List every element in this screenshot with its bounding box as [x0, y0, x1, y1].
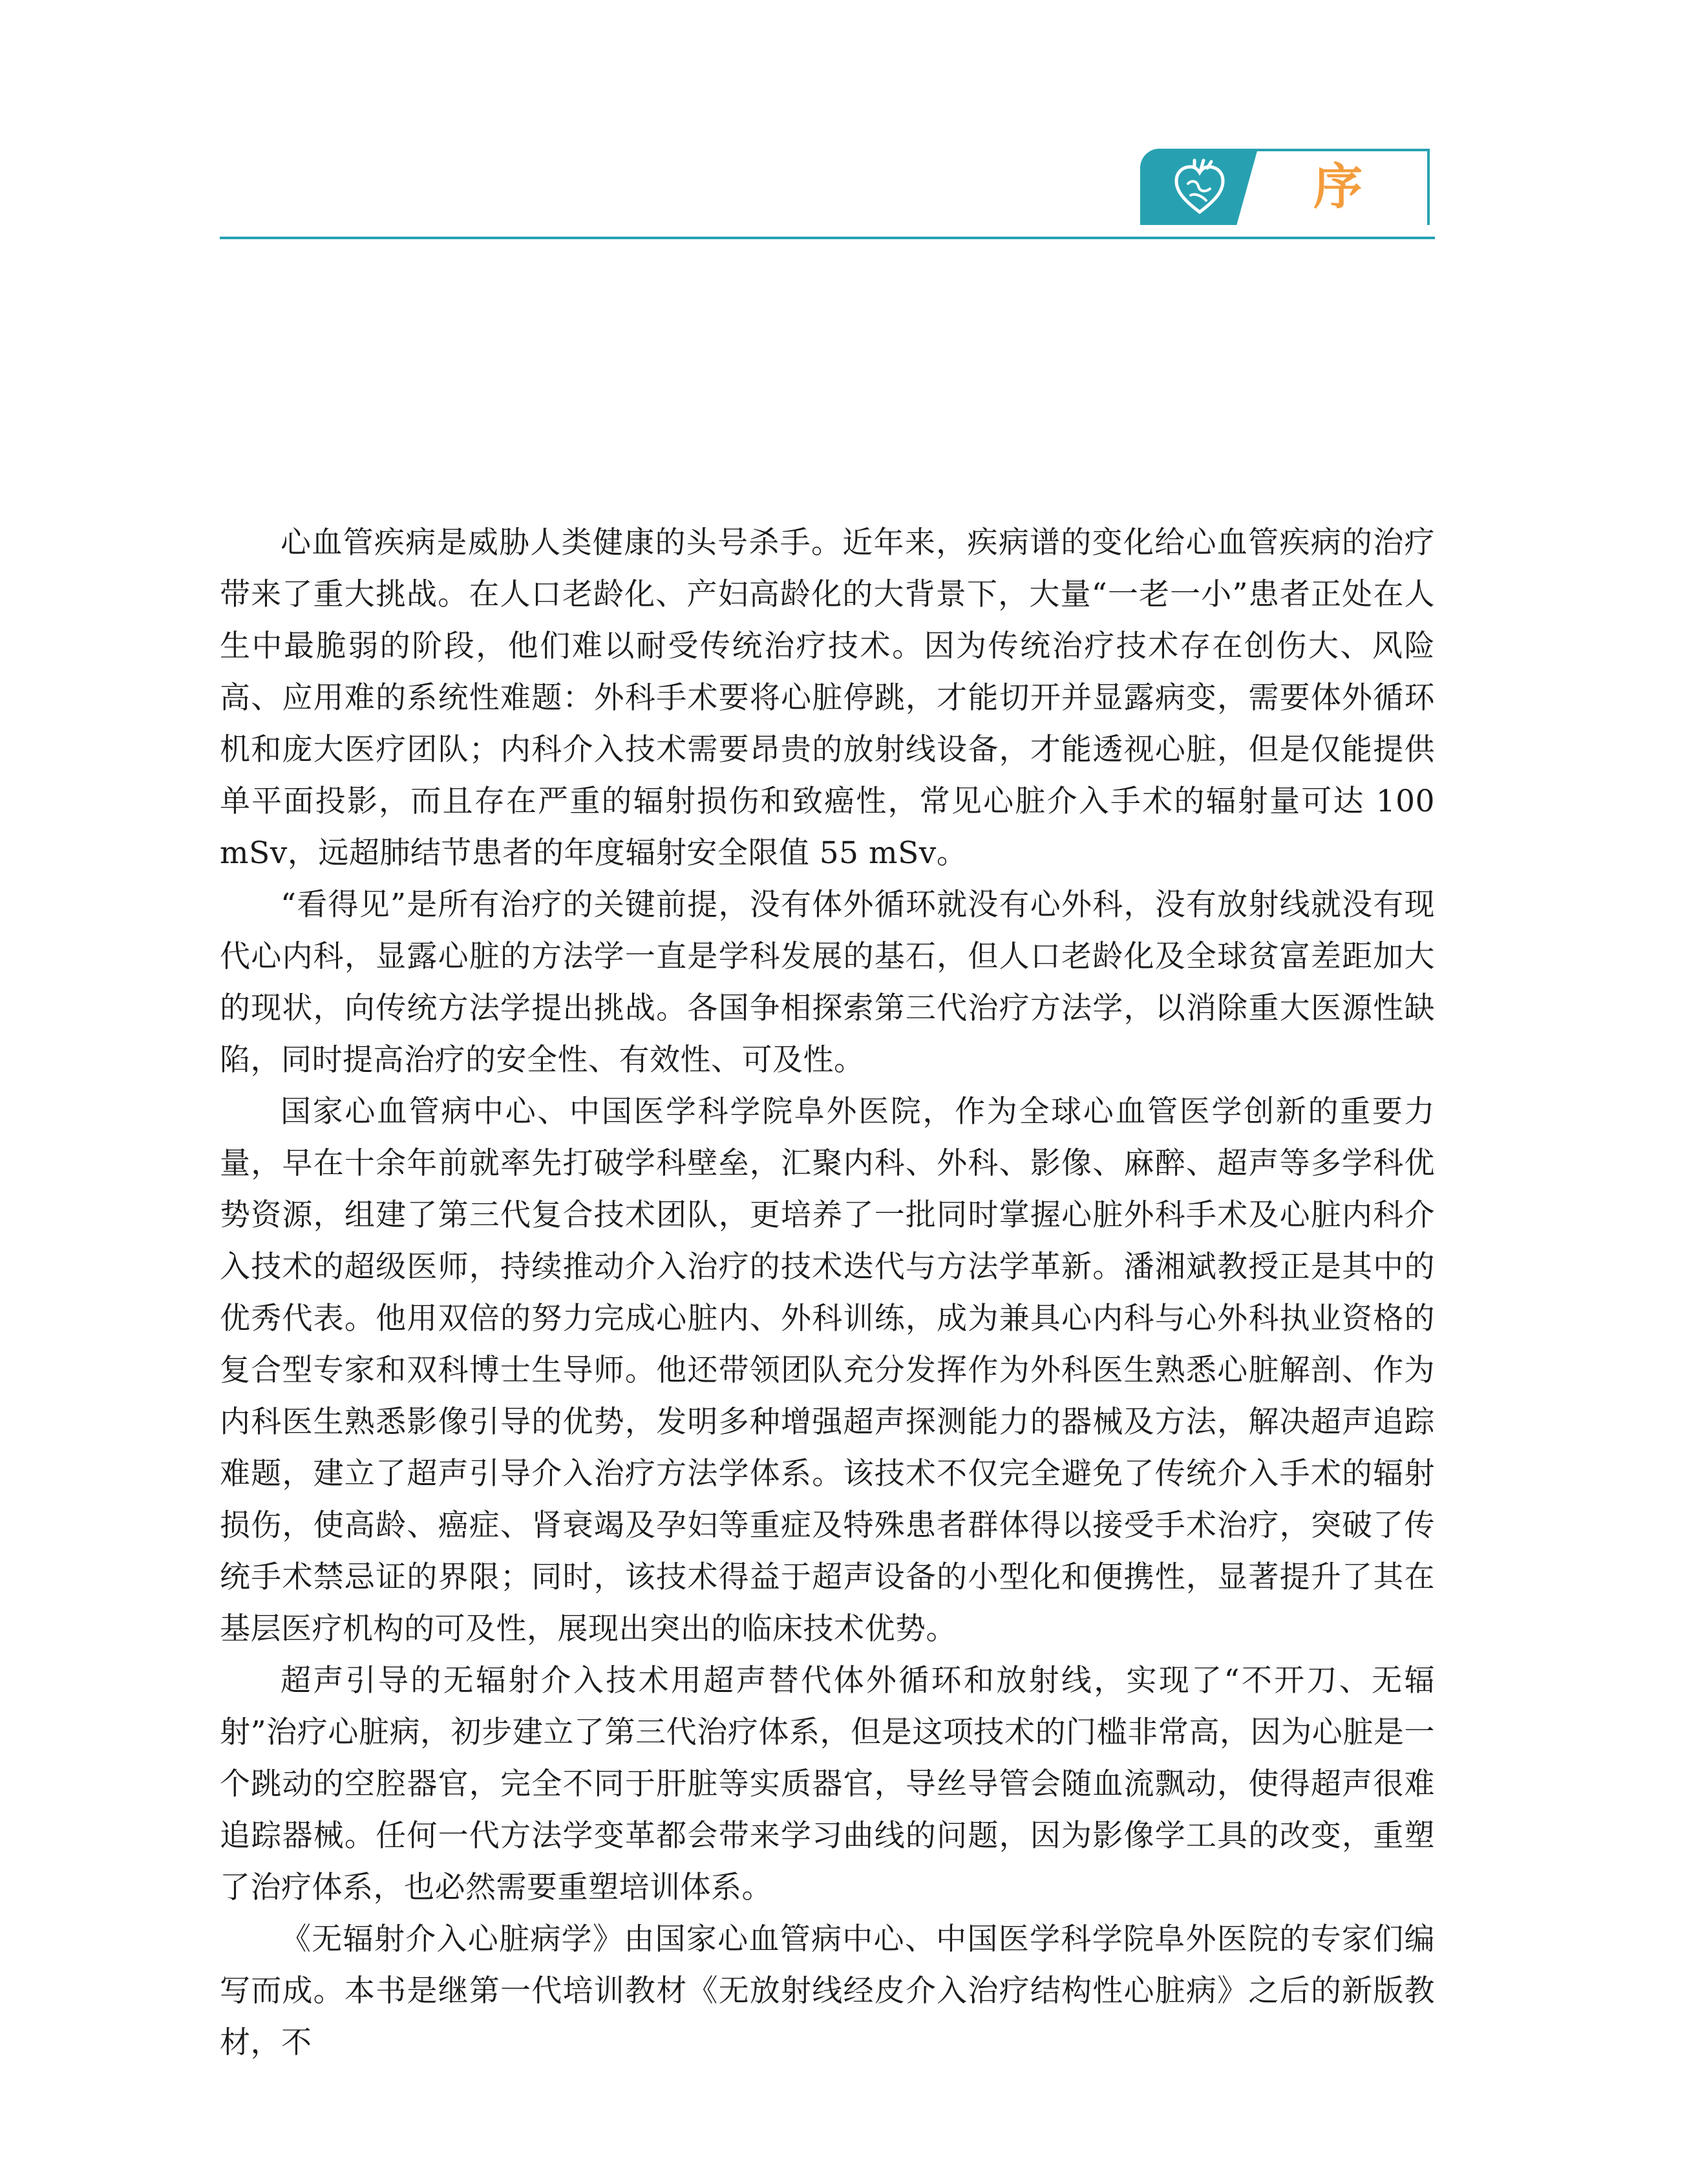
paragraph-2: “看得见”是所有治疗的关键前提，没有体外循环就没有心外科，没有放射线就没有现代心内科，显露心脏的方法学一直是学科发展的基石，但人口老龄化及全球贫富差距加大的现状，向传统方法学提出挑战。各国争相探索第三代治疗方法学，以消除重大医源性缺陷，同时提高治疗的安全性、有效性、可及性。 [220, 887, 1435, 1078]
header-divider [220, 237, 1435, 239]
page-title: 序 [1313, 158, 1363, 215]
paragraph-1: 心血管疾病是威胁人类健康的头号杀手。近年来，疾病谱的变化给心血管疾病的治疗带来了重大挑战。在人口老龄化、产妇高龄化的大背景下，大量“一老一小”患者正处在人生中最脆弱的阶段，他们难以耐受传统治疗技术。因为传统治疗技术存在创伤大、风险高、应用难的系统性难题：外科手术要将心脏停跳，才能切开并显露病变，需要体外循环机和庞大医疗团队；内科介入技术需要昂贵的放射线设备，才能透视心脏，但是仅能提供单平面投影，而且存在严重的辐射损伤和致癌性，常见心脏介入手术的辐射量可达 100 mSv，远超肺结节患者的年度辐射安全限值 55 mSv。 [220, 525, 1435, 871]
body-text [220, 517, 1435, 2069]
page-header [220, 147, 1435, 238]
heart-icon [1171, 158, 1228, 217]
paragraph-4: 超声引导的无辐射介入技术用超声替代体外循环和放射线，实现了“不开刀、无辐射”治疗心脏病，初步建立了第三代治疗体系，但是这项技术的门槛非常高，因为心脏是一个跳动的空腔器官，完全不同于肝脏等实质器官，导丝导管会随血流飘动，使得超声很难追踪器械。任何一代方法学变革都会带来学习曲线的问题，因为影像学工具的改变，重塑了治疗体系，也必然需要重塑培训体系。 [220, 1663, 1435, 1905]
paragraph-5: 《无辐射介入心脏病学》由国家心血管病中心、中国医学科学院阜外医院的专家们编写而成。本书是继第一代培训教材《无放射线经皮介入治疗结构性心脏病》之后的新版教材，不 [220, 1922, 1435, 2061]
paragraph-3: 国家心血管病中心、中国医学科学院阜外医院，作为全球心血管医学创新的重要力量，早在十余年前就率先打破学科壁垒，汇聚内科、外科、影像、麻醉、超声等多学科优势资源，组建了第三代复合技术团队，更培养了一批同时掌握心脏外科手术及心脏内科介入技术的超级医师，持续推动介入治疗的技术迭代与方法学革新。潘湘斌教授正是其中的优秀代表。他用双倍的努力完成心脏内、外科训练，成为兼具心内科与心外科执业资格的复合型专家和双科博士生导师。他还带领团队充分发挥作为外科医生熟悉心脏解剖、作为内科医生熟悉影像引导的优势，发明多种增强超声探测能力的器械及方法，解决超声追踪难题，建立了超声引导介入治疗方法学体系。该技术不仅完全避免了传统介入手术的辐射损伤，使高龄、癌症、肾衰竭及孕妇等重症及特殊患者群体得以接受手术治疗，突破了传统手术禁忌证的界限；同时，该技术得益于超声设备的小型化和便携性，显著提升了其在基层医疗机构的可及性，展现出突出的临床技术优势。 [220, 1094, 1435, 1647]
